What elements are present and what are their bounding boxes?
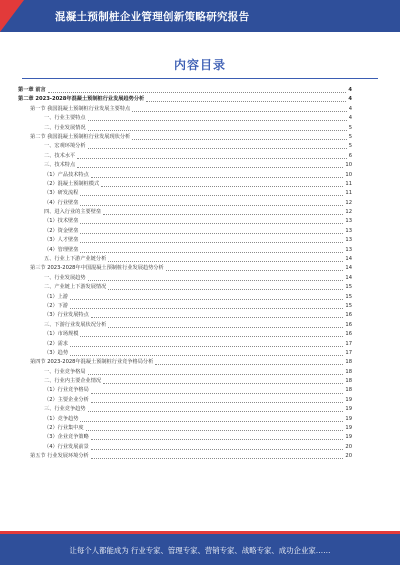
toc-entry-page: 16 xyxy=(345,312,352,319)
toc-entry-page: 13 xyxy=(345,218,352,225)
toc-entry-label: （2）需求 xyxy=(44,340,69,347)
toc-entry-page: 18 xyxy=(345,359,352,366)
toc-entry-page: 14 xyxy=(345,265,352,272)
toc-leader-dots xyxy=(80,205,343,206)
toc-entry-label: （2）行业集中度 xyxy=(44,425,84,432)
toc-entry-label: （1）技术壁垒 xyxy=(44,218,79,225)
toc-leader-dots xyxy=(88,120,347,121)
toc-entry[interactable] xyxy=(18,368,352,377)
header-red-corner xyxy=(0,0,24,32)
toc-entry-label: （3）企业竞争策略 xyxy=(44,434,89,441)
toc-entry[interactable] xyxy=(18,180,352,189)
toc-entry-label: 第三节 2023-2028年中国混凝土预制桩行业发展趋势分析 xyxy=(30,265,164,272)
toc-entry-label: （4）管理壁垒 xyxy=(44,246,79,253)
toc-entry-label: 第二章 2023-2028年混凝土预制桩行业发展趋势分析 xyxy=(18,96,145,103)
toc-entry[interactable] xyxy=(18,105,352,114)
toc-leader-dots xyxy=(88,280,344,281)
toc-entry[interactable] xyxy=(18,340,352,349)
toc-leader-dots xyxy=(91,449,344,450)
toc-entry-page: 5 xyxy=(348,124,352,131)
toc-entry-page: 11 xyxy=(345,180,352,187)
toc-entry[interactable] xyxy=(18,189,352,198)
toc-entry-label: （4）行业发展前景 xyxy=(44,443,89,450)
toc-entry-page: 5 xyxy=(348,143,352,150)
toc-entry-page: 18 xyxy=(345,378,352,385)
toc-entry[interactable] xyxy=(18,349,352,358)
footer-slogan: 让每个人都能成为 行业专家、管理专家、营销专家、战略专家、成功企业家…… xyxy=(69,546,331,555)
toc-entry[interactable] xyxy=(18,255,352,264)
toc-entry[interactable] xyxy=(18,217,352,226)
toc-entry-page: 19 xyxy=(345,406,352,413)
toc-entry[interactable] xyxy=(18,293,352,302)
toc-entry[interactable] xyxy=(18,358,352,367)
toc-entry-label: 第四节 2023-2028年混凝土预制桩行业竞争格局分析 xyxy=(30,359,154,366)
toc-leader-dots xyxy=(155,364,343,365)
toc-leader-dots xyxy=(103,383,343,384)
toc-entry[interactable] xyxy=(18,405,352,414)
toc-entry-label: （1）市场规模 xyxy=(44,331,79,338)
report-header xyxy=(0,0,400,32)
toc-entry-label: 三、行业竞争趋势 xyxy=(44,406,86,413)
toc-leader-dots xyxy=(70,355,343,356)
footer-red-stripe xyxy=(0,531,400,534)
toc-entry-page: 5 xyxy=(348,133,352,140)
toc-entry-page: 16 xyxy=(345,331,352,338)
toc-entry[interactable] xyxy=(18,86,352,95)
toc-entry[interactable] xyxy=(18,246,352,255)
report-title: 混凝土预制桩企业管理创新策略研究报告 xyxy=(55,11,250,23)
toc-entry-page: 4 xyxy=(348,115,352,122)
toc-leader-dots xyxy=(80,252,343,253)
toc-entry[interactable] xyxy=(18,171,352,180)
toc-entry-label: （4）行业壁垒 xyxy=(44,199,79,206)
toc-entry-label: （1）产品技术特点 xyxy=(44,171,89,178)
toc-leader-dots xyxy=(77,167,343,168)
toc-leader-dots xyxy=(132,139,346,140)
toc-entry-label: 一、行业发展趋势 xyxy=(44,274,86,281)
toc-leader-dots xyxy=(103,214,343,215)
toc-entry-label: 二、产业链上下游发展情况 xyxy=(44,284,107,291)
toc-leader-dots xyxy=(88,411,344,412)
toc-entry-label: 二、行业发展情况 xyxy=(44,124,86,131)
toc-entry-page: 13 xyxy=(345,246,352,253)
toc-entry-page: 6 xyxy=(348,152,352,159)
toc-divider xyxy=(22,78,378,79)
toc-entry-page: 13 xyxy=(345,227,352,234)
toc-entry-page: 4 xyxy=(348,105,352,112)
toc-entry[interactable] xyxy=(18,199,352,208)
toc-entry[interactable] xyxy=(18,433,352,442)
toc-entry-page: 12 xyxy=(345,209,352,216)
toc-entry[interactable] xyxy=(18,330,352,339)
toc-entry-page: 10 xyxy=(345,162,352,169)
toc-entry-label: （3）趋势 xyxy=(44,349,69,356)
toc-entry[interactable] xyxy=(18,424,352,433)
toc-entry-page: 18 xyxy=(345,387,352,394)
toc-entry[interactable] xyxy=(18,415,352,424)
toc-leader-dots xyxy=(132,111,346,112)
toc-leader-dots xyxy=(70,308,343,309)
toc-entry-label: 一、宏观环境分析 xyxy=(44,143,86,150)
toc-entry-page: 17 xyxy=(345,349,352,356)
toc-leader-dots xyxy=(91,177,344,178)
toc-entry-page: 10 xyxy=(345,171,352,178)
toc-entry-label: （3）行业发展特点 xyxy=(44,312,89,319)
toc-leader-dots xyxy=(108,289,343,290)
toc-entry-label: （2）主要企业分析 xyxy=(44,396,89,403)
toc-entry[interactable] xyxy=(18,152,352,161)
toc-entry[interactable] xyxy=(18,283,352,292)
toc-entry-label: （2）下游 xyxy=(44,302,69,309)
toc-leader-dots xyxy=(88,148,347,149)
toc-entry[interactable] xyxy=(18,311,352,320)
toc-entry-page: 4 xyxy=(348,86,352,93)
toc-entry-label: （2）资金壁垒 xyxy=(44,227,79,234)
toc-entry-label: 一、行业竞争格局 xyxy=(44,368,86,375)
toc-entry[interactable] xyxy=(18,321,352,330)
toc-entry[interactable] xyxy=(18,377,352,386)
toc-leader-dots xyxy=(77,158,347,159)
toc-entry-label: 五、行业上下游产业链分析 xyxy=(44,256,107,263)
toc-leader-dots xyxy=(86,430,344,431)
toc-leader-dots xyxy=(88,130,347,131)
toc-entry[interactable] xyxy=(18,274,352,283)
toc-entry-page: 14 xyxy=(345,256,352,263)
toc-entry-page: 12 xyxy=(345,199,352,206)
toc-entry[interactable] xyxy=(18,264,352,273)
toc-entry-label: （1）行业竞争格局 xyxy=(44,387,89,394)
toc-entry-label: 第五节 行业发展环境分析 xyxy=(30,453,89,460)
toc-leader-dots xyxy=(80,195,343,196)
toc-entry[interactable] xyxy=(18,208,352,217)
toc-entry[interactable] xyxy=(18,387,352,396)
toc-leader-dots xyxy=(108,327,343,328)
toc-entry[interactable] xyxy=(18,95,352,104)
toc-entry-page: 15 xyxy=(345,293,352,300)
toc-entry-page: 15 xyxy=(345,284,352,291)
toc-entry[interactable] xyxy=(18,142,352,151)
toc-entry[interactable] xyxy=(18,302,352,311)
toc-leader-dots xyxy=(80,233,343,234)
toc-entry-label: 第二节 我国混凝土预制桩行业发展现状分析 xyxy=(30,133,131,140)
toc-leader-dots xyxy=(146,101,346,102)
toc-entry-page: 18 xyxy=(345,368,352,375)
toc-entry[interactable] xyxy=(18,443,352,452)
toc-leader-dots xyxy=(91,393,344,394)
toc-leader-dots xyxy=(91,439,344,440)
toc-entry-page: 4 xyxy=(348,96,352,103)
toc-entry-page: 20 xyxy=(345,443,352,450)
toc-entry-page: 19 xyxy=(345,415,352,422)
toc-entry-page: 19 xyxy=(345,425,352,432)
toc-entry-page: 13 xyxy=(345,237,352,244)
toc-entry-page: 16 xyxy=(345,321,352,328)
toc-heading: 内容目录 xyxy=(173,58,226,72)
toc-entry-label: （3）研发流程 xyxy=(44,190,79,197)
toc-entry-label: 二、行业内主要企业情况 xyxy=(44,378,102,385)
toc-entry-label: 三、下游行业发展状况分析 xyxy=(44,321,107,328)
toc-leader-dots xyxy=(91,317,344,318)
toc-entry-label: （1）竞争趋势 xyxy=(44,415,79,422)
toc-entry-page: 11 xyxy=(345,190,352,197)
toc-entry-page: 14 xyxy=(345,274,352,281)
toc-entry-label: 四、进入行业的主要壁垒 xyxy=(44,209,102,216)
toc-leader-dots xyxy=(91,458,344,459)
toc-leader-dots xyxy=(80,223,343,224)
toc-entry[interactable] xyxy=(18,133,352,142)
toc-leader-dots xyxy=(48,92,347,93)
toc-leader-dots xyxy=(80,421,343,422)
toc-leader-dots xyxy=(166,270,344,271)
table-of-contents xyxy=(18,86,352,462)
toc-entry-label: （3）人才壁垒 xyxy=(44,237,79,244)
toc-leader-dots xyxy=(108,261,343,262)
toc-entry-label: 第一章 前言 xyxy=(18,86,46,93)
toc-leader-dots xyxy=(80,336,343,337)
toc-leader-dots xyxy=(91,402,344,403)
toc-entry-label: （2）混凝土预制桩模式 xyxy=(44,180,100,187)
toc-entry-label: 一、行业主要特点 xyxy=(44,115,86,122)
toc-entry-page: 19 xyxy=(345,434,352,441)
toc-entry[interactable] xyxy=(18,161,352,170)
toc-entry[interactable] xyxy=(18,396,352,405)
toc-leader-dots xyxy=(70,346,343,347)
toc-entry[interactable] xyxy=(18,124,352,133)
toc-entry[interactable] xyxy=(18,236,352,245)
toc-entry[interactable] xyxy=(18,452,352,461)
toc-leader-dots xyxy=(101,186,343,187)
toc-entry-label: 二、技术水平 xyxy=(44,152,76,159)
toc-leader-dots xyxy=(80,242,343,243)
toc-entry[interactable] xyxy=(18,227,352,236)
toc-leader-dots xyxy=(70,299,343,300)
toc-entry-label: （1）上游 xyxy=(44,293,69,300)
toc-entry-page: 19 xyxy=(345,396,352,403)
page-footer xyxy=(0,531,400,565)
toc-entry-label: 第一节 我国混凝土预制桩行业发展主要特点 xyxy=(30,105,131,112)
toc-entry-page: 20 xyxy=(345,453,352,460)
toc-entry-label: 三、技术特点 xyxy=(44,162,76,169)
toc-entry-page: 15 xyxy=(345,302,352,309)
toc-entry[interactable] xyxy=(18,114,352,123)
toc-entry-page: 17 xyxy=(345,340,352,347)
toc-leader-dots xyxy=(88,374,344,375)
